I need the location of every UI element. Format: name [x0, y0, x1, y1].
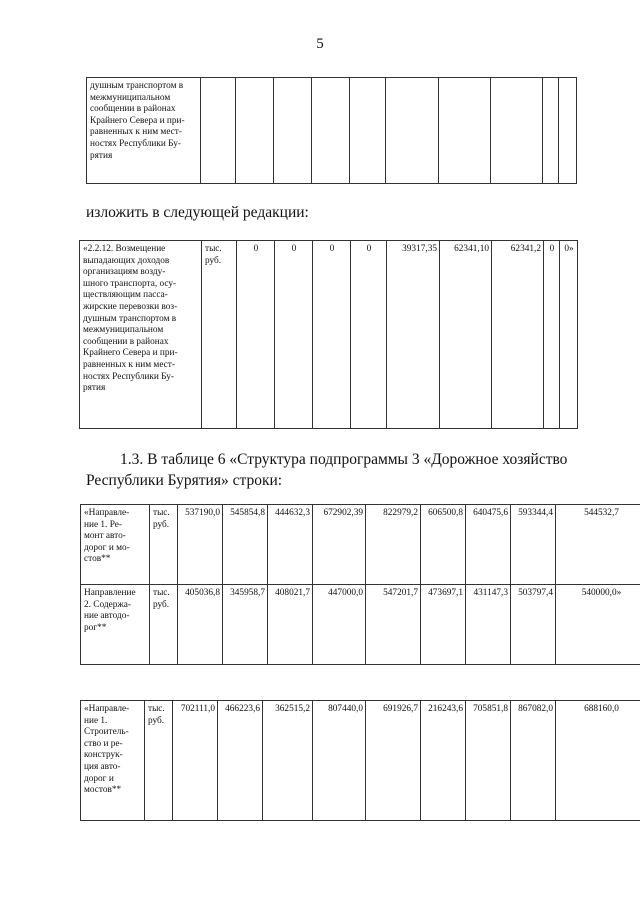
value-cell: 447000,0 — [313, 585, 366, 665]
value-cell: 405036,8 — [178, 585, 223, 665]
value-cell: 702111,0 — [173, 701, 218, 821]
value-cell: 867082,0 — [511, 701, 556, 821]
unit-cell: тыс. руб. — [150, 505, 178, 585]
table-row — [81, 701, 640, 821]
unit-cell: тыс. руб. — [202, 241, 237, 429]
paragraph-line: 1.3. В таблице 6 «Структура подпрограммы 3 «Дорожное хозяйство — [120, 451, 568, 468]
value-cell: 503797,4 — [511, 585, 556, 665]
paragraph-line: Республики Бурятия» строки: — [86, 472, 283, 489]
table-row — [81, 505, 640, 585]
page-number: 5 — [316, 36, 324, 52]
value-cell: 807440,0 — [313, 701, 366, 821]
instruction-text: изложить в следующей редакции: — [86, 204, 309, 221]
value-cell: 547201,7 — [366, 585, 421, 665]
value-cell: 62341,10 — [440, 241, 492, 429]
row-description: душным транспортом в межмуниципальном сообщении в районах Крайнего Севера и при- равненных к ним мест- ностях Республики Бу- рятия — [87, 78, 201, 184]
value-cell: 545854,8 — [223, 505, 268, 585]
table-row — [81, 585, 640, 665]
table-fragment-top — [86, 77, 577, 184]
value-cell: 216243,6 — [421, 701, 466, 821]
value-cell: 62341,2 — [492, 241, 544, 429]
value-cell: 0» — [560, 241, 578, 429]
table-6-old-rows — [80, 504, 640, 665]
value-cell: 822979,2 — [366, 505, 421, 585]
value-cell: 705851,8 — [466, 701, 511, 821]
value-cell: 0 — [544, 241, 560, 429]
table-row — [87, 78, 577, 184]
value-cell: 408021,7 — [268, 585, 313, 665]
value-cell: 473697,1 — [421, 585, 466, 665]
value-cell: 540000,0» — [556, 585, 640, 665]
value-cell: 466223,6 — [218, 701, 263, 821]
unit-cell: тыс. руб. — [145, 701, 173, 821]
table-6-new-rows — [80, 700, 640, 821]
value-cell: 431147,3 — [466, 585, 511, 665]
row-description: «Направле- ние 1. Ре- монт авто- дорог и мо- стов** — [81, 505, 150, 585]
value-cell: 691926,7 — [366, 701, 421, 821]
unit-cell: тыс. руб. — [150, 585, 178, 665]
value-cell: 0 — [237, 241, 275, 429]
table-2-2-12 — [79, 240, 578, 429]
value-cell: 544532,7 — [556, 505, 640, 585]
value-cell: 672902,39 — [313, 505, 366, 585]
value-cell: 688160,0 — [556, 701, 640, 821]
value-cell: 444632,3 — [268, 505, 313, 585]
value-cell: 0 — [313, 241, 351, 429]
value-cell: 593344,4 — [511, 505, 556, 585]
value-cell: 345958,7 — [223, 585, 268, 665]
paragraph-1-3 — [86, 449, 578, 491]
value-cell: 606500,8 — [421, 505, 466, 585]
value-cell: 0 — [275, 241, 313, 429]
table-row — [80, 241, 578, 429]
row-description: «Направле- ние 1. Строитель- ство и ре- конструк- ция авто- дорог и мостов** — [81, 701, 145, 821]
row-description: «2.2.12. Возмещение выпадающих доходов организациям возду- шного транспорта, осу- ществляющим пасса- жирские перевозки воз- душным транспортом в межмуниципальном сообщении в районах Крайнего Севера и при- равненных к ним мест- ностях Республики Бу- рятия — [80, 241, 202, 429]
value-cell: 39317,35 — [387, 241, 440, 429]
value-cell: 537190,0 — [178, 505, 223, 585]
value-cell: 362515,2 — [263, 701, 313, 821]
row-description: Направление 2. Содержа- ние автодо- рог** — [81, 585, 150, 665]
value-cell: 0 — [351, 241, 387, 429]
value-cell: 640475,6 — [466, 505, 511, 585]
